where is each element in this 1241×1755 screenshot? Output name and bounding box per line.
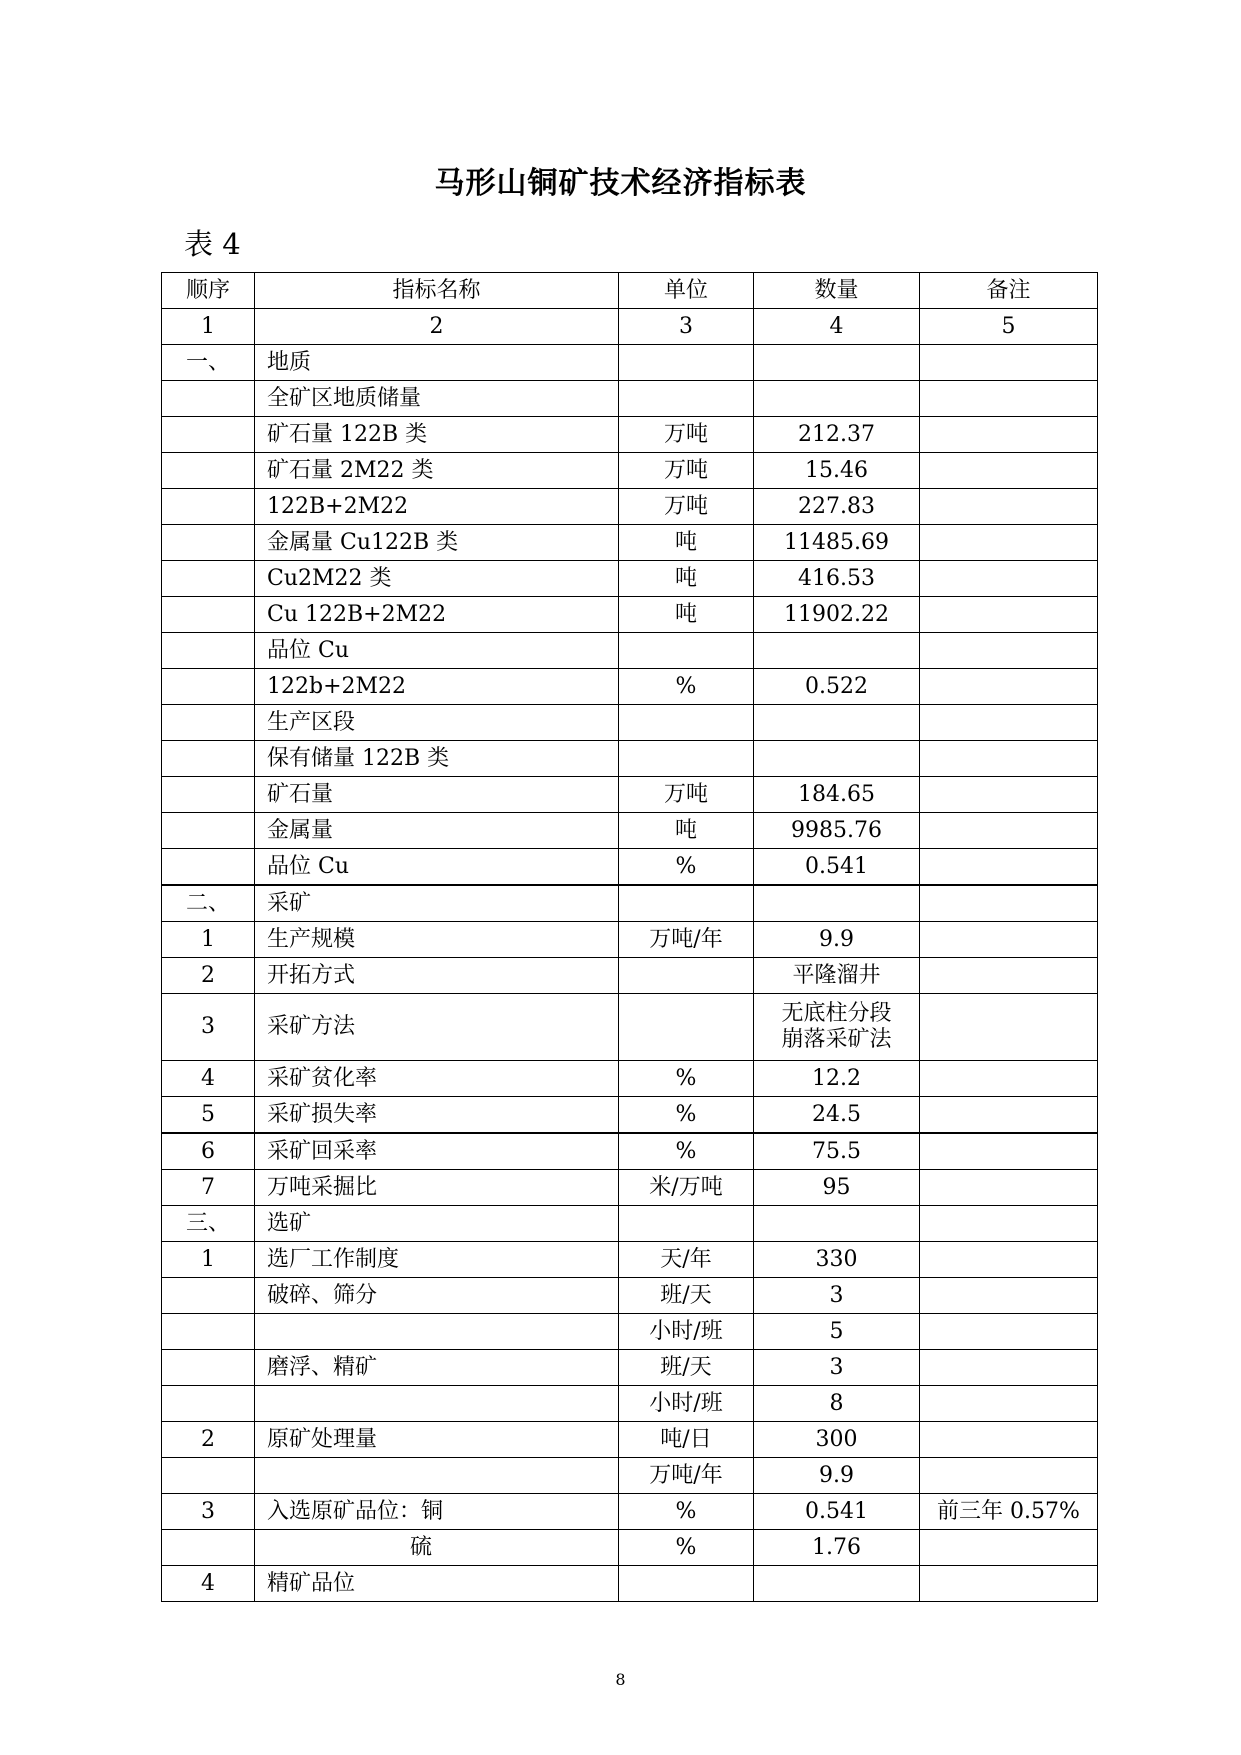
cell-unit: 班/天 bbox=[619, 1278, 754, 1314]
cell-seq bbox=[162, 669, 255, 705]
cell-unit bbox=[619, 1566, 754, 1602]
table-row bbox=[162, 1386, 1098, 1422]
table-row bbox=[162, 994, 1098, 1061]
cell-seq bbox=[162, 1530, 255, 1566]
cell-quantity: 24.5 bbox=[754, 1097, 920, 1134]
cell-quantity bbox=[754, 885, 920, 922]
cell-note bbox=[920, 1170, 1098, 1206]
cell-note bbox=[920, 489, 1098, 525]
cell-note bbox=[920, 561, 1098, 597]
table-row bbox=[162, 1061, 1098, 1097]
cell-seq bbox=[162, 849, 255, 886]
cell-note bbox=[920, 1206, 1098, 1242]
cell-unit bbox=[619, 381, 754, 417]
table-row bbox=[162, 417, 1098, 453]
cell-unit bbox=[619, 958, 754, 994]
cell-name: 采矿损失率 bbox=[255, 1097, 619, 1134]
cell-quantity: 9.9 bbox=[754, 1458, 920, 1494]
cell-name: 破碎、筛分 bbox=[255, 1278, 619, 1314]
table-row bbox=[162, 1278, 1098, 1314]
cell-quantity: 75.5 bbox=[754, 1133, 920, 1170]
cell-quantity: 0.522 bbox=[754, 669, 920, 705]
cell-seq bbox=[162, 417, 255, 453]
cell-quantity: 9.9 bbox=[754, 922, 920, 958]
cell-seq: 二、 bbox=[162, 885, 255, 922]
cell-name: 矿石量 122B 类 bbox=[255, 417, 619, 453]
cell-unit bbox=[619, 345, 754, 381]
cell-quantity: 300 bbox=[754, 1422, 920, 1458]
cell-name bbox=[255, 1314, 619, 1350]
cell-name: 开拓方式 bbox=[255, 958, 619, 994]
cell-unit: 万吨 bbox=[619, 777, 754, 813]
cell-unit: 小时/班 bbox=[619, 1386, 754, 1422]
cell-quantity: 0.541 bbox=[754, 1494, 920, 1530]
header-seq: 顺序 bbox=[162, 273, 255, 309]
indicator-table bbox=[161, 272, 1098, 1602]
cell-quantity: 0.541 bbox=[754, 849, 920, 886]
cell-name: Cu2M22 类 bbox=[255, 561, 619, 597]
cell-seq: 1 bbox=[162, 309, 255, 345]
cell-seq bbox=[162, 777, 255, 813]
cell-note bbox=[920, 741, 1098, 777]
table-row bbox=[162, 381, 1098, 417]
cell-quantity: 11485.69 bbox=[754, 525, 920, 561]
cell-quantity bbox=[754, 1566, 920, 1602]
cell-unit bbox=[619, 741, 754, 777]
cell-note bbox=[920, 453, 1098, 489]
table-row bbox=[162, 345, 1098, 381]
cell-quantity: 11902.22 bbox=[754, 597, 920, 633]
cell-seq: 4 bbox=[162, 1566, 255, 1602]
cell-name bbox=[255, 1458, 619, 1494]
cell-note bbox=[920, 1242, 1098, 1278]
header-quantity: 数量 bbox=[754, 273, 920, 309]
cell-unit: % bbox=[619, 1097, 754, 1134]
cell-unit: 小时/班 bbox=[619, 1314, 754, 1350]
cell-name: 采矿贫化率 bbox=[255, 1061, 619, 1097]
header-name: 指标名称 bbox=[255, 273, 619, 309]
cell-quantity bbox=[754, 381, 920, 417]
cell-seq: 7 bbox=[162, 1170, 255, 1206]
table-row bbox=[162, 849, 1098, 886]
cell-quantity: 3 bbox=[754, 1350, 920, 1386]
table-row bbox=[162, 525, 1098, 561]
document-title: 马形山铜矿技术经济指标表 bbox=[434, 166, 807, 201]
table-row bbox=[162, 922, 1098, 958]
cell-unit: 班/天 bbox=[619, 1350, 754, 1386]
cell-quantity: 1.76 bbox=[754, 1530, 920, 1566]
cell-seq bbox=[162, 1458, 255, 1494]
table-row bbox=[162, 1170, 1098, 1206]
cell-name: 品位 Cu bbox=[255, 849, 619, 886]
cell-note: 5 bbox=[920, 309, 1098, 345]
cell-seq bbox=[162, 561, 255, 597]
cell-note bbox=[920, 597, 1098, 633]
cell-seq bbox=[162, 813, 255, 849]
cell-unit: % bbox=[619, 1530, 754, 1566]
cell-seq bbox=[162, 1278, 255, 1314]
cell-seq: 4 bbox=[162, 1061, 255, 1097]
cell-quantity: 15.46 bbox=[754, 453, 920, 489]
cell-quantity bbox=[754, 741, 920, 777]
cell-unit: 吨 bbox=[619, 525, 754, 561]
cell-seq bbox=[162, 1314, 255, 1350]
cell-note bbox=[920, 345, 1098, 381]
cell-seq: 3 bbox=[162, 994, 255, 1061]
cell-quantity: 12.2 bbox=[754, 1061, 920, 1097]
cell-seq bbox=[162, 525, 255, 561]
table-row bbox=[162, 453, 1098, 489]
cell-note bbox=[920, 1061, 1098, 1097]
cell-seq: 6 bbox=[162, 1133, 255, 1170]
cell-note bbox=[920, 381, 1098, 417]
cell-note bbox=[920, 1350, 1098, 1386]
cell-quantity: 5 bbox=[754, 1314, 920, 1350]
cell-unit: % bbox=[619, 1061, 754, 1097]
cell-name: 122B+2M22 bbox=[255, 489, 619, 525]
cell-seq: 1 bbox=[162, 922, 255, 958]
cell-note bbox=[920, 1097, 1098, 1134]
cell-name: 精矿品位 bbox=[255, 1566, 619, 1602]
cell-unit: 万吨 bbox=[619, 417, 754, 453]
cell-name: 硫 bbox=[255, 1530, 619, 1566]
cell-name: 原矿处理量 bbox=[255, 1422, 619, 1458]
cell-unit bbox=[619, 885, 754, 922]
table-row bbox=[162, 669, 1098, 705]
table-row bbox=[162, 741, 1098, 777]
cell-unit: 吨 bbox=[619, 813, 754, 849]
cell-unit: 万吨/年 bbox=[619, 1458, 754, 1494]
cell-seq: 2 bbox=[162, 1422, 255, 1458]
cell-seq bbox=[162, 489, 255, 525]
cell-seq bbox=[162, 1386, 255, 1422]
cell-quantity: 4 bbox=[754, 309, 920, 345]
table-body bbox=[162, 309, 1098, 1602]
cell-name: 保有储量 122B 类 bbox=[255, 741, 619, 777]
table-header-row bbox=[162, 273, 1098, 309]
cell-note bbox=[920, 1314, 1098, 1350]
table-label: 表 4 bbox=[184, 227, 241, 261]
page-number: 8 bbox=[615, 1670, 626, 1689]
cell-unit: % bbox=[619, 1494, 754, 1530]
table-row bbox=[162, 1314, 1098, 1350]
header-note: 备注 bbox=[920, 273, 1098, 309]
table-row bbox=[162, 1530, 1098, 1566]
cell-unit bbox=[619, 1206, 754, 1242]
table-row bbox=[162, 1097, 1098, 1134]
cell-seq: 5 bbox=[162, 1097, 255, 1134]
cell-seq bbox=[162, 597, 255, 633]
cell-seq bbox=[162, 705, 255, 741]
cell-seq: 一、 bbox=[162, 345, 255, 381]
cell-seq: 2 bbox=[162, 958, 255, 994]
cell-note bbox=[920, 885, 1098, 922]
table-row bbox=[162, 777, 1098, 813]
table-row bbox=[162, 1206, 1098, 1242]
cell-seq bbox=[162, 1350, 255, 1386]
cell-note bbox=[920, 1386, 1098, 1422]
cell-name: 地质 bbox=[255, 345, 619, 381]
cell-quantity: 平隆溜井 bbox=[754, 958, 920, 994]
cell-quantity: 3 bbox=[754, 1278, 920, 1314]
cell-name: 2 bbox=[255, 309, 619, 345]
table-row bbox=[162, 958, 1098, 994]
table-row bbox=[162, 813, 1098, 849]
table-row bbox=[162, 309, 1098, 345]
cell-name: Cu 122B+2M22 bbox=[255, 597, 619, 633]
cell-seq: 1 bbox=[162, 1242, 255, 1278]
cell-unit bbox=[619, 994, 754, 1061]
cell-name: 万吨采掘比 bbox=[255, 1170, 619, 1206]
cell-note bbox=[920, 669, 1098, 705]
cell-name: 生产区段 bbox=[255, 705, 619, 741]
cell-quantity bbox=[754, 994, 920, 1061]
cell-note bbox=[920, 525, 1098, 561]
cell-unit bbox=[619, 705, 754, 741]
cell-quantity: 416.53 bbox=[754, 561, 920, 597]
cell-quantity-line: 无底柱分段 bbox=[781, 1001, 892, 1026]
cell-quantity: 330 bbox=[754, 1242, 920, 1278]
cell-note bbox=[920, 705, 1098, 741]
cell-unit: 吨 bbox=[619, 561, 754, 597]
table-row bbox=[162, 1458, 1098, 1494]
cell-name bbox=[255, 1386, 619, 1422]
cell-note bbox=[920, 958, 1098, 994]
table-row bbox=[162, 1133, 1098, 1170]
cell-quantity: 8 bbox=[754, 1386, 920, 1422]
cell-name: 全矿区地质储量 bbox=[255, 381, 619, 417]
table-row bbox=[162, 1350, 1098, 1386]
cell-note bbox=[920, 1566, 1098, 1602]
cell-unit: 米/万吨 bbox=[619, 1170, 754, 1206]
cell-unit: 万吨 bbox=[619, 489, 754, 525]
cell-name: 采矿回采率 bbox=[255, 1133, 619, 1170]
cell-note bbox=[920, 813, 1098, 849]
cell-unit: % bbox=[619, 849, 754, 886]
cell-note bbox=[920, 1422, 1098, 1458]
cell-seq bbox=[162, 741, 255, 777]
table-row bbox=[162, 1242, 1098, 1278]
cell-unit: 天/年 bbox=[619, 1242, 754, 1278]
cell-quantity: 184.65 bbox=[754, 777, 920, 813]
cell-note bbox=[920, 633, 1098, 669]
header-unit: 单位 bbox=[619, 273, 754, 309]
cell-name: 金属量 Cu122B 类 bbox=[255, 525, 619, 561]
cell-name: 品位 Cu bbox=[255, 633, 619, 669]
table-row bbox=[162, 561, 1098, 597]
cell-note bbox=[920, 1530, 1098, 1566]
cell-unit: 万吨 bbox=[619, 453, 754, 489]
cell-name: 磨浮、精矿 bbox=[255, 1350, 619, 1386]
table-row bbox=[162, 1422, 1098, 1458]
cell-unit: % bbox=[619, 669, 754, 705]
cell-seq: 3 bbox=[162, 1494, 255, 1530]
cell-unit: % bbox=[619, 1133, 754, 1170]
table-row bbox=[162, 885, 1098, 922]
cell-unit: 万吨/年 bbox=[619, 922, 754, 958]
cell-seq bbox=[162, 381, 255, 417]
cell-note: 前三年 0.57% bbox=[920, 1494, 1098, 1530]
cell-quantity: 95 bbox=[754, 1170, 920, 1206]
cell-name: 矿石量 2M22 类 bbox=[255, 453, 619, 489]
cell-note bbox=[920, 777, 1098, 813]
cell-note bbox=[920, 1278, 1098, 1314]
cell-note bbox=[920, 849, 1098, 886]
cell-unit: 吨 bbox=[619, 597, 754, 633]
table-row bbox=[162, 597, 1098, 633]
table-row bbox=[162, 489, 1098, 525]
table-row bbox=[162, 1566, 1098, 1602]
cell-note bbox=[920, 922, 1098, 958]
cell-seq bbox=[162, 453, 255, 489]
cell-unit: 吨/日 bbox=[619, 1422, 754, 1458]
cell-seq: 三、 bbox=[162, 1206, 255, 1242]
cell-name: 采矿方法 bbox=[255, 994, 619, 1061]
cell-name: 入选原矿品位：铜 bbox=[255, 1494, 619, 1530]
cell-quantity bbox=[754, 345, 920, 381]
cell-quantity: 227.83 bbox=[754, 489, 920, 525]
table-row bbox=[162, 1494, 1098, 1530]
cell-unit bbox=[619, 633, 754, 669]
cell-name: 采矿 bbox=[255, 885, 619, 922]
cell-unit: 3 bbox=[619, 309, 754, 345]
cell-quantity bbox=[754, 1206, 920, 1242]
cell-name: 矿石量 bbox=[255, 777, 619, 813]
cell-name: 选矿 bbox=[255, 1206, 619, 1242]
table-row bbox=[162, 705, 1098, 741]
cell-name: 选厂工作制度 bbox=[255, 1242, 619, 1278]
cell-name: 金属量 bbox=[255, 813, 619, 849]
table-row bbox=[162, 633, 1098, 669]
cell-note bbox=[920, 417, 1098, 453]
cell-name: 生产规模 bbox=[255, 922, 619, 958]
cell-quantity: 9985.76 bbox=[754, 813, 920, 849]
cell-note bbox=[920, 1133, 1098, 1170]
cell-note bbox=[920, 1458, 1098, 1494]
cell-name: 122b+2M22 bbox=[255, 669, 619, 705]
cell-seq bbox=[162, 633, 255, 669]
cell-quantity: 212.37 bbox=[754, 417, 920, 453]
cell-quantity bbox=[754, 633, 920, 669]
cell-quantity bbox=[754, 705, 920, 741]
cell-quantity-line: 崩落采矿法 bbox=[781, 1027, 892, 1052]
cell-note bbox=[920, 994, 1098, 1061]
